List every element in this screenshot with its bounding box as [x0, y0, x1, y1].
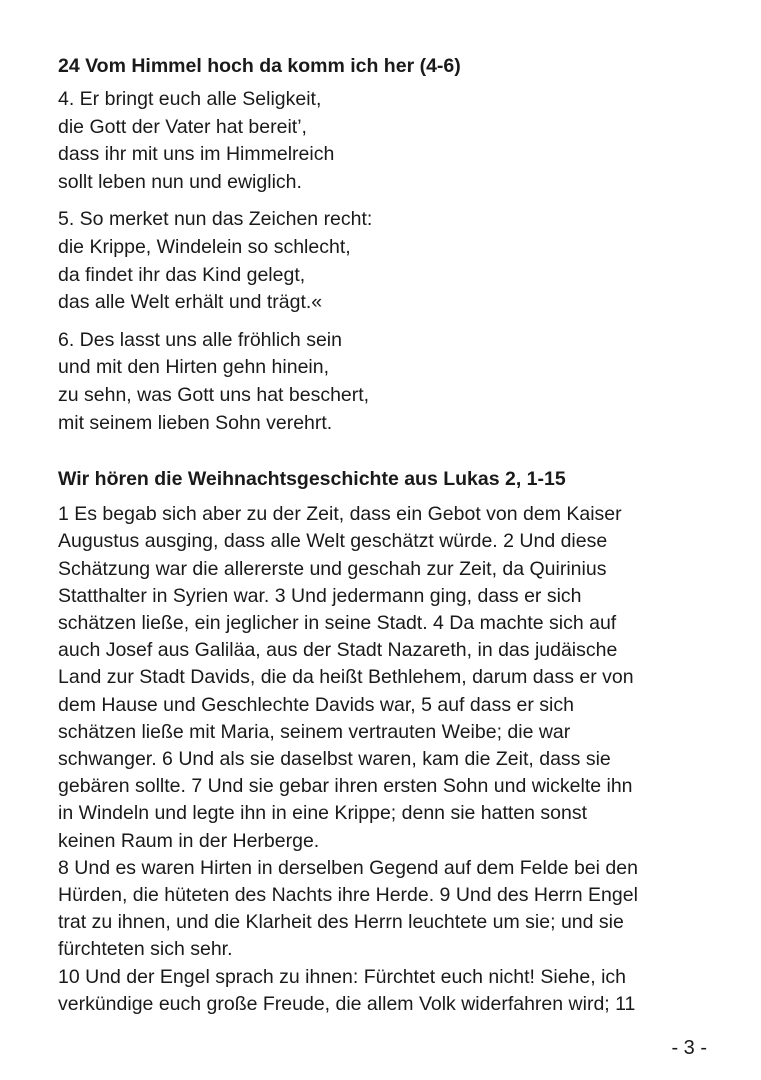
text-line: fürchteten sich sehr.	[58, 938, 233, 961]
stanza-4	[58, 86, 718, 196]
stanza-line: dass ihr mit uns im Himmelreich	[58, 143, 335, 166]
stanza-6	[58, 327, 718, 437]
stanza-line: sollt leben nun und ewiglich.	[58, 170, 302, 193]
song-title: 24 Vom Himmel hoch da komm ich her (4-6)	[58, 55, 461, 77]
text-line: schätzen ließe mit Maria, seinem vertrauten Weibe; die war	[58, 720, 571, 743]
document-page	[58, 52, 718, 1018]
stanza-5	[58, 206, 718, 316]
reading-title: Wir hören die Weihnachtsgeschichte aus Lukas 2, 1-15	[58, 468, 566, 491]
text-line: schätzen ließe, ein jeglicher in seine Stadt. 4 Da machte sich auf	[58, 611, 617, 634]
stanza-line: und mit den Hirten gehn hinein,	[58, 356, 330, 379]
stanza-line: da findet ihr das Kind gelegt,	[58, 263, 306, 286]
text-line: auch Josef aus Galiläa, aus der Stadt Nazareth, in das judäische	[58, 639, 618, 662]
text-line: Augustus ausging, dass alle Welt geschätzt würde. 2 Und diese	[58, 530, 608, 553]
stanza-line: das alle Welt erhält und trägt.«	[58, 291, 323, 314]
text-line: 8 Und es waren Hirten in derselben Gegend auf dem Felde bei den	[58, 856, 638, 879]
text-line: Schätzung war die allererste und geschah zur Zeit, da Quirinius	[58, 557, 607, 580]
text-line: verkündige euch große Freude, die allem Volk widerfahren wird; 11	[58, 992, 636, 1015]
stanza-line: 6. Des lasst uns alle fröhlich sein	[58, 328, 342, 351]
text-line: in Windeln und legte ihn in eine Krippe; denn sie hatten sonst	[58, 802, 588, 825]
text-line: Hürden, die hüteten des Nachts ihre Herde. 9 Und des Herrn Engel	[58, 883, 638, 906]
stanza-line: die Gott der Vater hat bereit’,	[58, 115, 307, 138]
stanza-line: zu sehn, was Gott uns hat beschert,	[58, 383, 370, 406]
stanza-line: 4. Er bringt euch alle Seligkeit,	[58, 88, 322, 110]
text-line: trat zu ihnen, und die Klarheit des Herrn leuchtete um sie; und sie	[58, 911, 624, 934]
text-line: gebären sollte. 7 Und sie gebar ihren ersten Sohn und wickelte ihn	[58, 775, 633, 798]
text-line: 10 Und der Engel sprach zu ihnen: Fürchtet euch nicht! Siehe, ich	[58, 965, 627, 988]
scripture-text	[58, 501, 718, 1018]
text-line: Land zur Stadt Davids, die da heißt Bethlehem, darum dass er von	[58, 666, 634, 689]
text-line: Statthalter in Syrien war. 3 Und jedermann ging, dass er sich	[58, 584, 582, 607]
text-line: dem Hause und Geschlechte Davids war, 5 auf dass er sich	[58, 693, 574, 716]
page-number: - 3 -	[671, 1037, 707, 1059]
section-spacer	[58, 447, 718, 465]
stanza-line: 5. So merket nun das Zeichen recht:	[58, 208, 373, 231]
text-line: keinen Raum in der Herberge.	[58, 829, 320, 852]
text-line: schwanger. 6 Und als sie daselbst waren, kam die Zeit, dass sie	[58, 747, 611, 770]
text-line: 1 Es begab sich aber zu der Zeit, dass ein Gebot von dem Kaiser	[58, 503, 622, 526]
stanza-line: mit seinem lieben Sohn verehrt.	[58, 411, 333, 434]
stanza-line: die Krippe, Windelein so schlecht,	[58, 235, 351, 258]
